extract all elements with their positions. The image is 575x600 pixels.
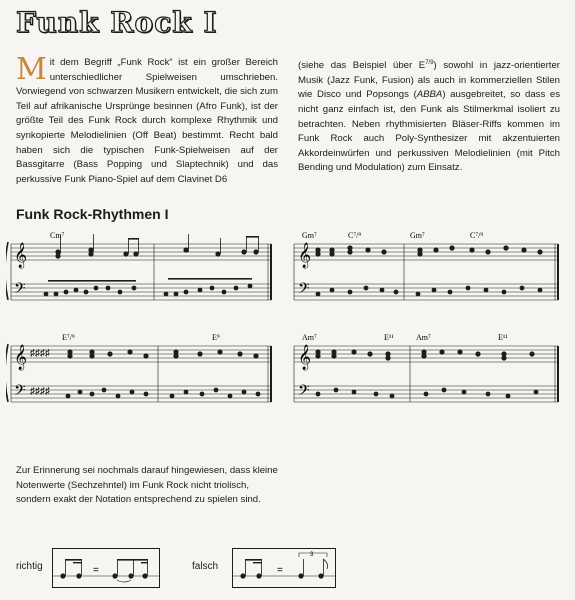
chord-symbol: Am⁷ bbox=[416, 333, 431, 342]
bass-notes bbox=[44, 278, 253, 296]
score-system-3 bbox=[6, 330, 274, 420]
bass-clef-icon: 𝄢 bbox=[14, 280, 26, 301]
intro-text-left bbox=[16, 52, 278, 187]
bass-clef-icon: 𝄢 bbox=[14, 382, 26, 403]
intro-fragment: ) sowohl in jazz-orientierter Musik (Jazz Funk, Fusion) als auch in kommerziellen Stilen wie Disco und Popsongs ( bbox=[298, 60, 560, 101]
key-signature-sharps: ♯♯♯♯ bbox=[30, 348, 50, 359]
abba-italic: ABBA bbox=[416, 89, 443, 101]
chord-symbol: Cm⁷ bbox=[50, 231, 65, 240]
rhythm-note-paragraph: Zur Erinnerung sei nochmals darauf hingewiesen, dass kleine Notenwerte (Sechzehntel) im Funk Rock nicht triolisch, sondern exakt der Notation entsprechend zu spielen sind. bbox=[16, 465, 278, 506]
equals-sign: = bbox=[93, 565, 99, 576]
treble-notes bbox=[315, 245, 542, 256]
key-signature-sharps: ♯♯♯♯ bbox=[30, 386, 50, 397]
chord-symbol: E¹¹ bbox=[498, 333, 508, 342]
grand-staff-brace bbox=[6, 344, 8, 402]
chord-symbol: E⁷/⁹ bbox=[62, 333, 75, 342]
drop-cap: M bbox=[16, 52, 47, 87]
chord-symbol: E¹¹ bbox=[384, 333, 394, 342]
intro-paragraph-left: it dem Begriff „Funk Rock“ ist ein großer Bereich unterschiedlicher Spielweisen umschrieben. Vorwiegend von schwarzen Musikern entwickelt, die sich zum Teil auf afrikanische Ursprünge besinnen (Afro Funk), ist der größte Teil des Funk Rock durch komplexe Rhythmik und synkopierte Melodielinien (Off Beat) bestimmt. Recht bald haben sich die typischen Funk-Spielweisen auf der Bassgitarre (Bass Popping und Slaptechnik) und das perkussive Funk Piano-Spiel auf dem Clavinet D6 bbox=[16, 57, 278, 185]
example-wrong-box bbox=[232, 548, 336, 588]
example-wrong-notation bbox=[233, 549, 335, 587]
example-right-box bbox=[52, 548, 160, 588]
score-system-1 bbox=[6, 228, 274, 318]
bass-notes bbox=[66, 388, 261, 399]
chord-symbol: C⁷/⁹ bbox=[348, 231, 362, 240]
chord-symbol: Gm⁷ bbox=[302, 231, 317, 240]
bass-notes bbox=[316, 388, 539, 399]
bass-clef-icon: 𝄢 bbox=[298, 382, 310, 403]
treble-clef-icon: 𝄞 bbox=[298, 345, 312, 370]
chord-symbol: E⁹ bbox=[212, 333, 220, 342]
score-system-2 bbox=[292, 228, 562, 318]
intro-text-right bbox=[298, 56, 560, 176]
treble-clef-icon: 𝄞 bbox=[298, 243, 312, 268]
section-subtitle: Funk Rock-Rhythmen I bbox=[16, 206, 169, 222]
chord-symbol: C⁷/⁹ bbox=[470, 231, 484, 240]
triplet-mark: 3 bbox=[310, 552, 314, 558]
equals-sign: = bbox=[277, 565, 283, 576]
chord-superscript: 7/9 bbox=[425, 60, 434, 66]
treble-clef-icon: 𝄞 bbox=[14, 243, 28, 268]
treble-clef-icon: 𝄞 bbox=[14, 345, 28, 370]
score-system-4 bbox=[292, 330, 562, 420]
intro-fragment: (siehe das Beispiel über E bbox=[298, 60, 426, 72]
example-right-notation bbox=[53, 549, 159, 587]
staff-lines bbox=[11, 244, 271, 300]
chord-symbol: Am⁷ bbox=[302, 333, 317, 342]
page-title: Funk Rock I bbox=[16, 6, 218, 39]
staff-lines bbox=[11, 346, 271, 402]
bass-notes bbox=[316, 286, 543, 297]
example-wrong-label: falsch bbox=[192, 561, 219, 572]
example-right-label: richtig bbox=[16, 561, 43, 572]
intro-fragment: ) ausgebreitet, so dass es nicht ganz einfach ist, den Funk als Stilmerkmal isoliert zu betrachten. Neben rhythmisierten Bläser-Riffs kommen im Funk Rock auch Poly-Synthesizer mit akzentuierten Akkordeinwürfen und perkussiven Melodielinien (mit Pitch Bending und Modulation) zum Einsatz. bbox=[298, 89, 561, 174]
grand-staff-brace bbox=[6, 242, 8, 300]
treble-notes bbox=[55, 234, 259, 259]
chord-symbol: Gm⁷ bbox=[410, 231, 425, 240]
treble-notes bbox=[315, 349, 534, 360]
bass-clef-icon: 𝄢 bbox=[298, 280, 310, 301]
